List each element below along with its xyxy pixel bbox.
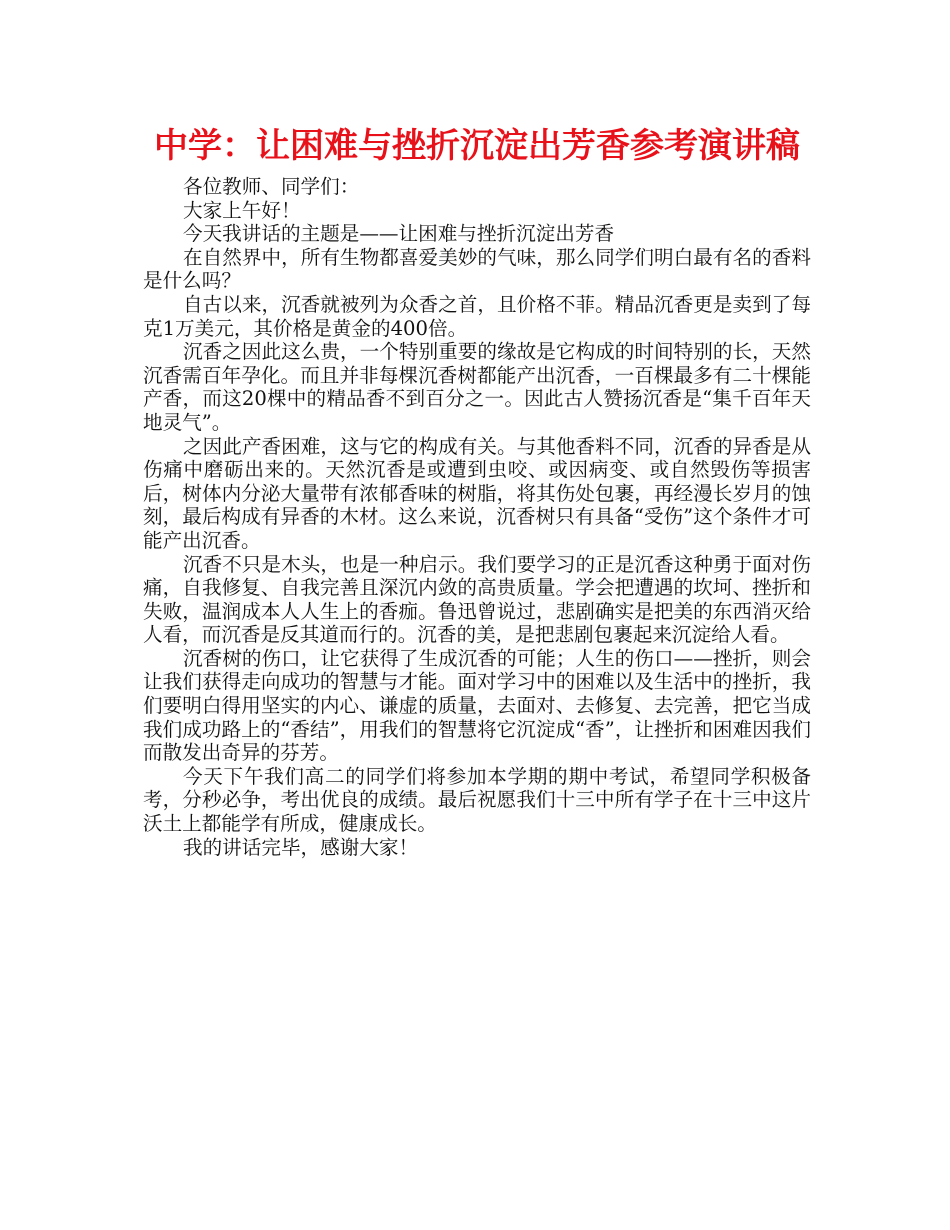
document-body [143,175,811,859]
paragraph-topic: 今天我讲话的主题是——让困难与挫折沉淀出芳香 [183,222,615,246]
paragraph-salutation: 大家上午好！ [183,198,301,222]
paragraph: 在自然界中，所有生物都喜爱美妙的气味，那么同学们明白最有名的香料是什么吗？ [143,245,811,293]
paragraph: 沉香之因此这么贵，一个特别重要的缘故是它构成的时间特别的长，天然沉香需百年孕化。而且并非每棵沉香树都能产出沉香，一百棵最多有二十棵能产香，而这20棵中的精品香不到百分之一。因此古人赞扬沉香是“集千百年天地灵气”。 [143,340,811,434]
paragraph-greeting: 各位教师、同学们： [183,175,360,198]
paragraph-closing: 我的讲话完毕，感谢大家！ [183,835,419,859]
paragraph: 今天下午我们高二的同学们将参加本学期的期中考试，希望同学积极备考，分秒必争，考出优良的成绩。最后祝愿我们十三中所有学子在十三中这片沃土上都能学有所成，健康成长。 [143,764,811,836]
paragraph: 沉香不只是木头，也是一种启示。我们要学习的正是沉香这种勇于面对伤痛，自我修复、自我完善且深沉内敛的高贵质量。学会把遭遇的坎坷、挫折和失败，温润成本人人生上的香痂。鲁迅曾说过，悲剧确实是把美的东西消灭给人看，而沉香是反其道而行的。沉香的美，是把悲剧包裹起来沉淀给人看。 [143,552,811,647]
paragraph: 沉香树的伤口，让它获得了生成沉香的可能；人生的伤口——挫折，则会让我们获得走向成功的智慧与才能。面对学习中的困难以及生活中的挫折，我们要明白得用坚实的内心、谦虚的质量，去面对、去修复、去完善，把它当成我们成功路上的“香结”，用我们的智慧将它沉淀成“香”，让挫折和困难因我们而散发出奇异的芬芳。 [143,646,811,765]
paragraph: 之因此产香困难，这与它的构成有关。与其他香料不同，沉香的异香是从伤痛中磨砺出来的。天然沉香是或遭到虫咬、或因病变、或自然毁伤等损害后，树体内分泌大量带有浓郁香味的树脂，将其伤处包裹，再经漫长岁月的蚀刻，最后构成有异香的木材。这么来说，沉香树只有具备“受伤”这个条件才可能产出沉香。 [143,434,811,552]
document-page [143,122,811,859]
paragraph: 自古以来，沉香就被列为众香之首，且价格不菲。精品沉香更是卖到了每克1万美元，其价格是黄金的400倍。 [143,292,811,340]
document-title: 中学：让困难与挫折沉淀出芳香参考演讲稿 [154,126,800,166]
